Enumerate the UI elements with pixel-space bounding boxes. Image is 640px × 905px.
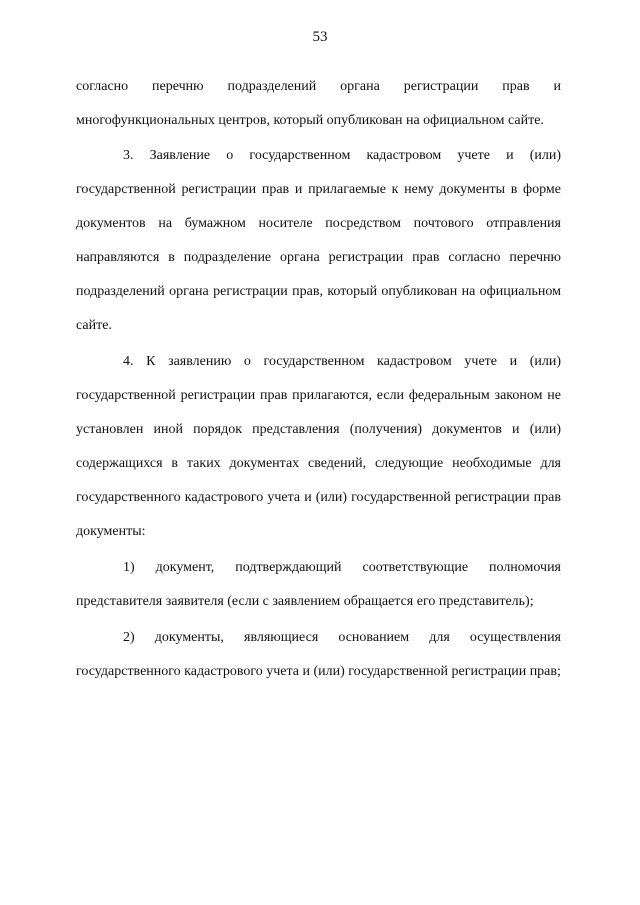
page-number: 53: [312, 29, 328, 45]
subparagraph-1: 1) документ, подтверждающий соответствующие полномочия представителя заявителя (если с заявлением обращается его представитель);: [76, 560, 561, 609]
paragraph-item-3: 3. Заявление о государственном кадастровом учете и (или) государственной регистрации прав и прилагаемые к нему документы в форме документов на бумажном носителе посредством почтового отправления направляются в подразделение органа регистрации прав согласно перечню подразделений органа регистрации прав, который опубликован на официальном сайте.: [76, 148, 561, 333]
paragraph-continuation: согласно перечню подразделений органа регистрации прав и многофункциональных центров, который опубликован на официальном сайте.: [76, 79, 561, 128]
body-text: [76, 70, 561, 691]
subparagraph-2: 2) документы, являющиеся основанием для осуществления государственного кадастрового учета и (или) государственной регистрации прав;: [76, 630, 561, 679]
paragraph-item-4: 4. К заявлению о государственном кадастровом учете и (или) государственной регистрации прав прилагаются, если федеральным законом не установлен иной порядок представления (получения) документов и (или) содержащихся в таких документах сведений, следующие необходимые для государственного кадастрового учета и (или) государственной регистрации прав документы:: [76, 354, 561, 539]
